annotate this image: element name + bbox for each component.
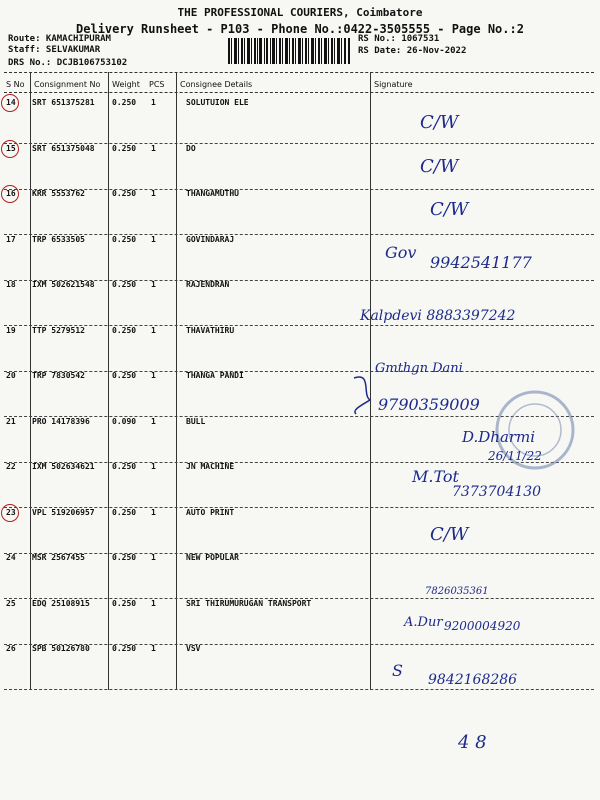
cell-pcs: 1 <box>151 98 156 107</box>
sig-20-phone: 9790359009 <box>378 395 480 414</box>
sig-21-date: 26/11/22 <box>488 449 542 463</box>
cell-consignment: VPL 519206957 <box>32 507 95 517</box>
cell-sno: 15 <box>6 143 16 153</box>
sig-26-name: S <box>392 661 403 680</box>
cell-weight: 0.250 <box>112 598 137 608</box>
staff-label: Staff: SELVAKUMAR <box>8 45 101 55</box>
cell-sno: 20 <box>6 371 16 380</box>
cell-consignment: KRR 5553762 <box>32 189 85 198</box>
cell-sno: 16 <box>6 189 16 198</box>
cell-pcs: 1 <box>151 644 156 653</box>
table-row <box>0 371 600 417</box>
sig-18: Kalpdevi 8883397242 <box>360 308 516 324</box>
sig-24-phone: 7826035361 <box>425 586 489 597</box>
cell-weight: 0.250 <box>112 280 137 289</box>
cell-consignment: MSR 2567455 <box>32 553 85 562</box>
cell-pcs: 1 <box>151 416 156 426</box>
cell-consignee: THAVATHIRU <box>186 325 235 335</box>
cell-pcs: 1 <box>151 598 156 608</box>
sig-15: C/W <box>420 156 459 177</box>
col-consignment: Consignment No <box>34 80 101 89</box>
cell-sno: 17 <box>6 234 16 244</box>
cell-consignee: BULL <box>186 416 206 426</box>
rs-no-label: RS No.: 1067531 <box>358 34 440 44</box>
drs-label: DRS No.: DCJB106753102 <box>8 58 128 68</box>
barcode-image <box>228 38 350 64</box>
cell-sno: 25 <box>6 598 16 608</box>
col-signature: Signature <box>374 80 413 89</box>
cell-weight: 0.250 <box>112 234 137 244</box>
table-row <box>0 462 600 508</box>
cell-weight: 0.250 <box>112 462 137 471</box>
table-row <box>0 508 600 554</box>
cell-consignee: THANGA PANDI <box>186 371 244 380</box>
cell-consignment: IXM 502621548 <box>32 280 95 289</box>
cell-consignment: TTP 5279512 <box>32 325 85 335</box>
cell-weight: 0.250 <box>112 98 137 107</box>
cell-consignee: AUTO PRINT <box>186 507 235 517</box>
cell-consignment: PRO 14178396 <box>32 416 90 426</box>
sig-20-name: Gmthgn Dani <box>375 361 463 376</box>
table-row <box>0 189 600 235</box>
col-weight: Weight <box>112 80 140 89</box>
cell-weight: 0.250 <box>112 371 137 380</box>
cell-sno: 21 <box>6 416 16 426</box>
cell-weight: 0.250 <box>112 644 137 653</box>
cell-pcs: 1 <box>151 371 156 380</box>
cell-sno: 26 <box>6 644 16 653</box>
col-consignee: Consignee Details <box>180 80 253 89</box>
col-pcs: PCS <box>149 80 165 89</box>
table-row <box>0 417 600 463</box>
header-divider-top <box>4 72 594 73</box>
rs-date-label: RS Date: 26-Nov-2022 <box>358 46 467 56</box>
sig-25-phone: 9200004920 <box>444 619 521 633</box>
cell-consignee: NEW POPULAR <box>186 553 239 562</box>
cell-consignment: TRP 6533505 <box>32 234 85 244</box>
cell-consignment: SRT 651375281 <box>32 98 95 107</box>
runsheet-subtitle: Delivery Runsheet - P103 - Phone No.:0422-3505555 - Page No.:2 <box>76 22 524 36</box>
sig-22-name: M.Tot <box>412 467 459 486</box>
cell-consignment: IXM 502634621 <box>32 462 95 471</box>
cell-weight: 0.250 <box>112 325 137 335</box>
cell-pcs: 1 <box>151 553 156 562</box>
table-row <box>0 326 600 372</box>
cell-weight: 0.250 <box>112 507 137 517</box>
table-row <box>0 144 600 190</box>
sig-21: D.Dharmi <box>462 428 536 446</box>
sig-17-phone: 9942541177 <box>430 253 532 272</box>
cell-pcs: 1 <box>151 189 156 198</box>
cell-consignee: GOVINDARAJ <box>186 234 235 244</box>
cell-sno: 23 <box>6 507 16 517</box>
cell-consignee: JN MACHINE <box>186 462 235 471</box>
cell-pcs: 1 <box>151 325 156 335</box>
cell-weight: 0.250 <box>112 189 137 198</box>
cell-sno: 18 <box>6 280 16 289</box>
cell-pcs: 1 <box>151 143 156 153</box>
sig-14: C/W <box>420 112 459 133</box>
cell-pcs: 1 <box>151 507 156 517</box>
cell-pcs: 1 <box>151 280 156 289</box>
table-row <box>0 235 600 281</box>
cell-consignee: DO <box>186 143 196 153</box>
cell-sno: 24 <box>6 553 16 562</box>
cell-consignee: VSV <box>186 644 201 653</box>
cell-weight: 0.250 <box>112 143 137 153</box>
cell-consignment: EDQ 25108915 <box>32 598 90 608</box>
sig-16: C/W <box>430 199 469 220</box>
cell-consignee: SRI THIRUMURUGAN TRANSPORT <box>186 598 312 608</box>
sig-23: C/W <box>430 524 469 545</box>
sig-22-phone: 7373704130 <box>452 484 542 500</box>
row-divider <box>4 689 594 690</box>
cell-sno: 14 <box>6 98 16 107</box>
table-row <box>0 553 600 599</box>
route-label: Route: KAMACHIPURAM <box>8 34 111 44</box>
sig-26-phone: 9842168286 <box>428 672 518 688</box>
cell-consignment: SPB 50126780 <box>32 644 90 653</box>
cell-pcs: 1 <box>151 234 156 244</box>
cell-consignment: TRP 7830542 <box>32 371 85 380</box>
sig-25: A.Dur <box>404 615 443 630</box>
footer-note: 4 8 <box>458 732 487 753</box>
cell-consignee: SOLUTUION ELE <box>186 98 249 107</box>
cell-weight: 0.090 <box>112 416 137 426</box>
company-title: THE PROFESSIONAL COURIERS, Coimbatore <box>177 6 423 19</box>
cell-pcs: 1 <box>151 462 156 471</box>
cell-weight: 0.250 <box>112 553 137 562</box>
col-sno: S No <box>6 80 25 89</box>
cell-consignee: THANGAMUTHU <box>186 189 239 198</box>
table-row <box>0 599 600 645</box>
header-divider-bottom <box>4 92 594 93</box>
cell-sno: 22 <box>6 462 16 471</box>
table-row <box>0 98 600 144</box>
cell-sno: 19 <box>6 325 16 335</box>
sig-17-name: Gov <box>385 243 417 262</box>
cell-consignee: RAJENDRAN <box>186 280 230 289</box>
cell-consignment: SRT 651375048 <box>32 143 95 153</box>
table-row <box>0 280 600 326</box>
table-row <box>0 644 600 690</box>
